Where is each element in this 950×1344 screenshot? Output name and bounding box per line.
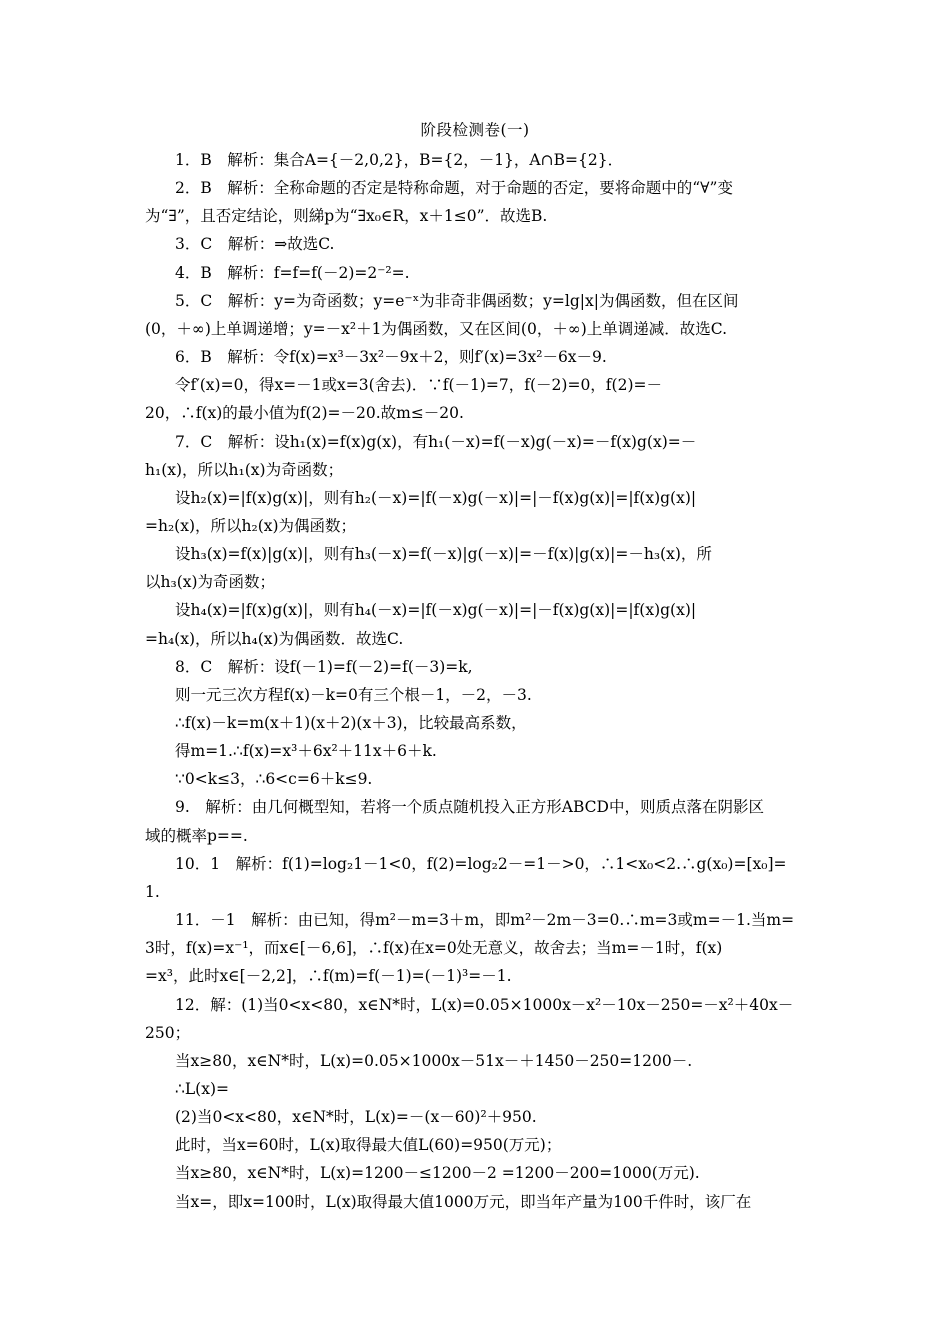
text-line: 10．1 解析：f(1)=log₂1－1<0，f(2)=log₂2－=1－>0，∴1<x₀<2.∴g(x₀)=[x₀]=: [175, 854, 787, 873]
text-line: 1.: [145, 882, 160, 901]
text-line: 当x≥80，x∈N*时，L(x)=0.05×1000x－51x－＋1450－250=1200－.: [175, 1051, 693, 1070]
text-line: 2．B 解析：全称命题的否定是特称命题，对于命题的否定，要将命题中的“∀”变: [175, 179, 733, 198]
text-line: 9. 解析：由几何概型知，若将一个质点随机投入正方形ABCD中，则质点落在阴影区: [175, 798, 764, 817]
document-title: 阶段检测卷(一): [420, 121, 530, 139]
text-line: ∴f(x)－k=m(x＋1)(x＋2)(x＋3)，比较最高系数，: [175, 714, 527, 732]
text-line: 20，∴f(x)的最小值为f(2)=－20.故m≤－20.: [145, 404, 464, 423]
text-line: (2)当0<x<80，x∈N*时，L(x)=－(x－60)²＋950.: [175, 1108, 537, 1127]
text-line: 当x=，即x=100时，L(x)取得最大值1000万元，即当年产量为100千件时，该厂在: [175, 1192, 752, 1211]
text-line: 设h₂(x)=|f(x)g(x)|，则有h₂(－x)=|f(－x)g(－x)|=|－f(x)g(x)|=|f(x)g(x)|: [175, 488, 697, 507]
text-line: =h₄(x)，所以h₄(x)为偶函数．故选C.: [145, 629, 404, 648]
text-line: 250；: [145, 1023, 191, 1042]
text-line: 11．－1 解析：由已知，得m²－m=3＋m，即m²－2m－3=0.∴m=3或m=－1.当m=: [175, 911, 795, 930]
text-line: 设h₃(x)=f(x)|g(x)|，则有h₃(－x)=f(－x)|g(－x)|=－f(x)|g(x)|=－h₃(x)，所: [175, 545, 712, 564]
text-line: 当x≥80，x∈N*时，L(x)=1200－≤1200－2 =1200－200=1000(万元).: [175, 1164, 700, 1183]
text-line: h₁(x)，所以h₁(x)为奇函数；: [145, 460, 344, 479]
text-line: 5．C 解析：y=为奇函数；y=e⁻ˣ为非奇非偶函数；y=lg|x|为偶函数，但在区间: [175, 291, 739, 310]
text-line: 此时，当x=60时，L(x)取得最大值L(60)=950(万元)；: [175, 1136, 562, 1155]
text-line: 得m=1.∴f(x)=x³＋6x²＋11x＋6＋k.: [175, 742, 437, 761]
text-line: 则一元三次方程f(x)－k=0有三个根－1，－2，－3.: [175, 685, 532, 704]
text-line: 8．C 解析：设f(－1)=f(－2)=f(－3)=k,: [175, 657, 473, 676]
text-line: 1．B 解析：集合A={－2,0,2}，B={2，－1}，A∩B={2}．: [175, 151, 624, 169]
text-line: 为“∃”，且否定结论，则綈p为“∃x₀∈R，x＋1≤0”．故选B.: [145, 207, 548, 226]
text-line: 设h₄(x)=|f(x)g(x)|，则有h₄(－x)=|f(－x)g(－x)|=|－f(x)g(x)|=|f(x)g(x)|: [175, 601, 697, 620]
text-line: 6．B 解析：令f(x)=x³－3x²－9x＋2，则f′(x)=3x²－6x－9.: [175, 348, 607, 367]
text-line: ∴L(x)=: [175, 1079, 229, 1098]
text-line: 域的概率p==.: [145, 826, 248, 845]
text-line: =x³，此时x∈[－2,2]，∴f(m)=f(－1)=(－1)³=－1.: [145, 967, 512, 986]
text-line: 3时，f(x)=x⁻¹，而x∈[－6,6]，∴f(x)在x=0处无意义，故舍去；当m=－1时，f(x): [145, 939, 723, 958]
text-line: 7．C 解析：设h₁(x)=f(x)g(x)，有h₁(－x)=f(－x)g(－x)=－f(x)g(x)=－: [175, 432, 697, 451]
text-line: 3．C 解析：⇒故选C.: [175, 235, 335, 254]
text-line: ∵0<k≤3，∴6<c=6＋k≤9.: [175, 770, 373, 789]
text-line: 12．解：(1)当0<x<80，x∈N*时，L(x)=0.05×1000x－x²－10x－250=－x²＋40x－: [175, 995, 794, 1014]
text-line: (0，＋∞)上单调递增；y=－x²＋1为偶函数，又在区间(0，＋∞)上单调递减．故选C.: [145, 319, 728, 338]
text-line: =h₂(x)，所以h₂(x)为偶函数；: [145, 516, 357, 535]
text-line: 4．B 解析：f=f=f(－2)=2⁻²=.: [175, 263, 410, 282]
text-line: 以h₃(x)为奇函数；: [145, 573, 276, 592]
text-line: 令f′(x)=0，得x=－1或x=3(舍去)．∵f(－1)=7，f(－2)=0，f(2)=－: [175, 376, 662, 395]
